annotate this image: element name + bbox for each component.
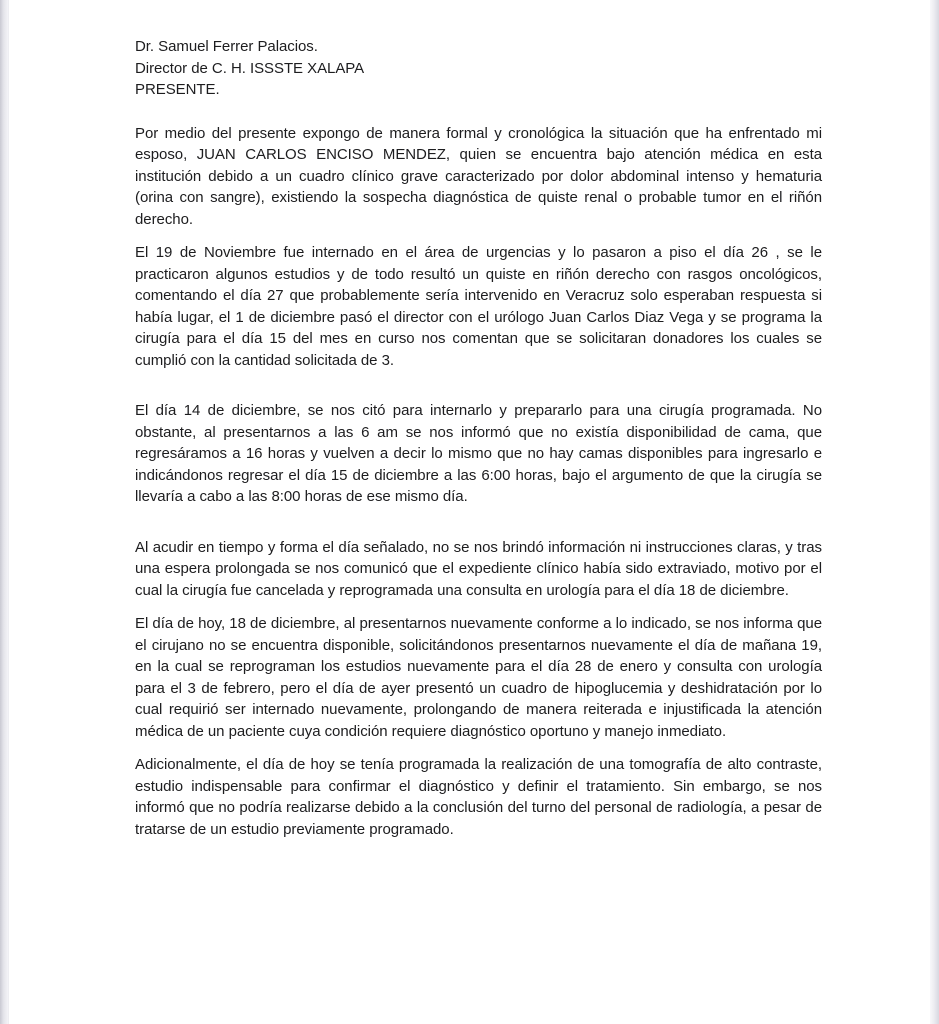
paragraph-introduction: Por medio del presente expongo de manera formal y cronológica la situación que ha enfrentado mi esposo, JUAN CARLOS ENCISO MENDEZ, quien se encuentra bajo atención médica en esta institución debido a un cuadro clínico grave caracterizado por dolor abdominal intenso y hematuria (orina con sangre), existiendo la sospecha diagnóstica de quiste renal o probable tumor en el riñón derecho.: [135, 124, 822, 228]
paragraph-lost-record: Al acudir en tiempo y forma el día señalado, no se nos brindó información ni instrucciones claras, y tras una espera prolongada se nos comunicó que el expediente clínico había sido extraviado, motivo por el cual la cirugía fue cancelada y reprogramada una consulta en urología para el día 18 de diciembre.: [135, 538, 822, 599]
recipient-salutation: PRESENTE.: [135, 81, 220, 98]
letter-body: [135, 36, 822, 840]
recipient-title: Director de C. H. ISSSTE XALAPA: [135, 59, 365, 77]
paragraph-december-14: El día 14 de diciembre, se nos citó para internarlo y prepararlo para una cirugía programada. No obstante, al presentarnos a las 6 am se nos informó que no existía disponibilidad de cama, que regresáramos a 16 horas y vuelven a decir lo mismo que no hay camas disponibles para ingresarlo e indicándonos regresar el día 15 de diciembre a las 6:00 horas, bajo el argumento de que la cirugía se llevaría a cabo a las 8:00 horas de ese mismo día.: [135, 402, 822, 505]
recipient-name: Dr. Samuel Ferrer Palacios.: [135, 38, 318, 55]
paragraph-december-18: El día de hoy, 18 de diciembre, al presentarnos nuevamente conforme a lo indicado, se nos informa que el cirujano no se encuentra disponible, solicitándonos presentarnos nuevamente el día de mañana 19, en la cual se reprograman los estudios nuevamente para el día 28 de enero y consulta con urología para el 3 de febrero, pero el día de ayer presentó un cuadro de hipoglucemia y deshidratación por lo cual requirió ser internado nuevamente, prolongando de manera reiterada e injustificada la atención médica de un paciente cuya condición requiere diagnóstico oportuno y manejo inmediato.: [135, 615, 822, 740]
recipient-block: [135, 36, 822, 101]
paragraph-november-admission: El 19 de Noviembre fue internado en el área de urgencias y lo pasaron a piso el día 26 , se le practicaron algunos estudios y de todo resultó un quiste en riñón derecho con rasgos oncológicos, comentando el día 27 que probablemente sería intervenido en Veracruz solo esperaban respuesta si había lugar, el 1 de diciembre pasó el director con el urólogo Juan Carlos Diaz Vega y se programa la cirugía para el día 15 del mes en curso nos comentan que se solicitaran donadores los cuales se cumplió con la cantidad solicitada de 3.: [135, 244, 822, 369]
scan-edge-right: [930, 0, 939, 1024]
paragraph-tomography: Adicionalmente, el día de hoy se tenía programada la realización de una tomografía de alto contraste, estudio indispensable para confirmar el diagnóstico y definir el tratamiento. Sin embargo, se nos informó que no podría realizarse debido a la conclusión del turno del personal de radiología, a pesar de tratarse de un estudio previamente programado.: [135, 756, 822, 838]
scan-edge-left: [0, 0, 9, 1024]
